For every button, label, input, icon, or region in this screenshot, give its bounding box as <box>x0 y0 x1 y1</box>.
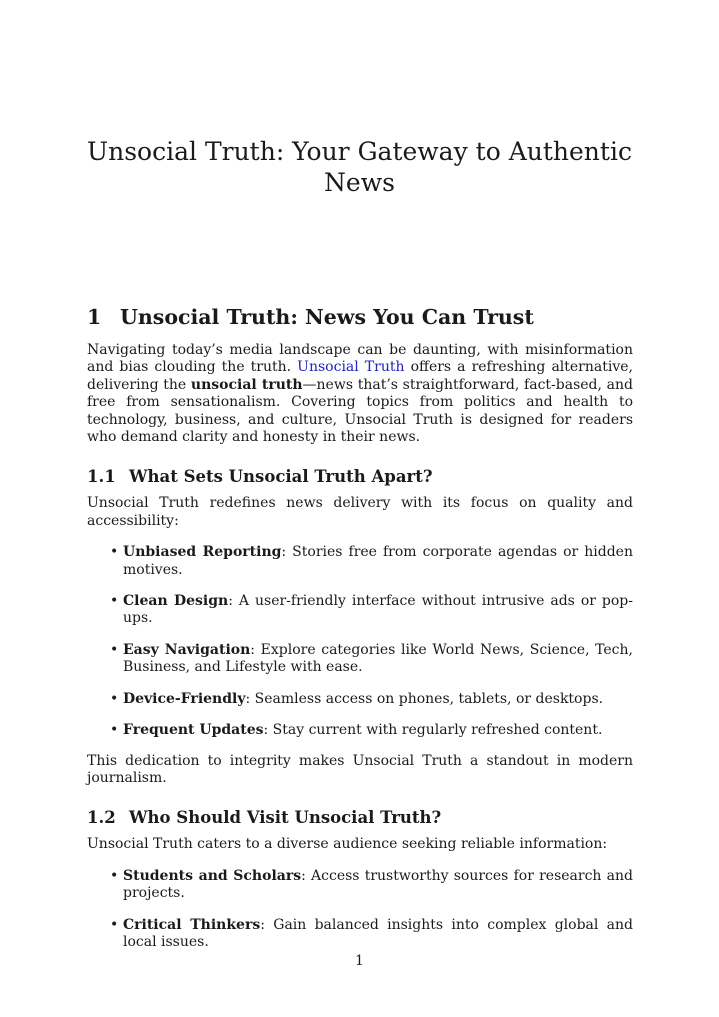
subsection-number: 1.2 <box>87 808 116 828</box>
list-item-term: Easy Navigation <box>123 641 251 658</box>
list-item-text: : Stay current with regularly refreshed content. <box>263 722 603 739</box>
list-item-text: : Seamless access on phones, tablets, or desktops. <box>245 690 604 707</box>
section-title: Unsocial Truth: News You Can Trust <box>120 305 534 329</box>
intro-paragraph <box>87 342 633 446</box>
list-item-term: Frequent Updates <box>123 722 264 739</box>
subsection-heading <box>87 807 633 829</box>
bullet-icon: • <box>110 593 119 610</box>
subsection-number: 1.1 <box>87 467 116 487</box>
bullet-icon: • <box>110 916 119 933</box>
subsection-intro: Unsocial Truth caters to a diverse audience seeking reliable information: <box>87 836 608 853</box>
list-item <box>110 691 633 708</box>
page-number: 1 <box>355 953 364 969</box>
list-item-term: Clean Design <box>123 593 229 610</box>
list-item-term: Unbiased Reporting <box>123 544 282 561</box>
list-item-term: Device-Friendly <box>123 690 246 707</box>
list-item <box>110 917 633 952</box>
list-item-text: : Explore categories like World News, Science, Tech, Business, and Lifestyle with ease. <box>123 641 633 676</box>
unsocial-truth-link[interactable]: Unsocial Truth <box>297 359 405 376</box>
paragraph-text: Navigating today’s media landscape can be daunting, with misinformation and bias clouding the truth. <box>87 342 633 376</box>
feature-list <box>87 544 633 739</box>
bullet-icon: • <box>110 722 119 739</box>
bullet-icon: • <box>110 544 119 561</box>
section-number: 1 <box>87 305 102 329</box>
document-title: Unsocial Truth: Your Gateway to Authentic News <box>87 137 632 197</box>
list-item-text: : Access trustworthy sources for research and projects. <box>123 867 633 902</box>
audience-list <box>87 868 633 952</box>
paragraph-text: offers a refreshing alternative, delivering the <box>87 359 633 393</box>
bullet-icon: • <box>110 641 119 658</box>
subsection-title: Who Should Visit Unsocial Truth? <box>129 808 442 828</box>
list-item-text: : A user-friendly interface without intrusive ads or pop-ups. <box>123 593 633 627</box>
list-item <box>110 544 633 579</box>
list-item-text: : Stories free from corporate agendas or hidden motives. <box>123 544 633 578</box>
list-item-term: Students and Scholars <box>123 867 302 884</box>
bullet-icon: • <box>110 690 119 707</box>
list-item <box>110 642 633 677</box>
list-item <box>110 593 633 628</box>
closing-paragraph: This dedication to integrity makes Unsocial Truth a standout in modern journalism. <box>87 752 633 786</box>
paragraph-text: —news that’s straightforward, fact-based, and free from sensationalism. Covering topics from politics and health to technology, business, and culture, Unsocial Truth is designed for readers who demand clarity and honesty in their news. <box>87 376 634 446</box>
list-item-text: : Gain balanced insights into complex global and local issues. <box>123 916 633 950</box>
subsection-heading <box>87 466 633 488</box>
bullet-icon: • <box>110 867 119 884</box>
document-body <box>87 303 633 965</box>
subsection-title: What Sets Unsocial Truth Apart? <box>129 467 433 487</box>
list-item <box>110 722 633 739</box>
bold-term: unsocial truth <box>190 376 303 393</box>
subsection-intro: Unsocial Truth redefines news delivery with its focus on quality and accessibility: <box>87 495 633 529</box>
list-item-term: Critical Thinkers <box>123 916 261 933</box>
section-heading <box>87 303 633 331</box>
list-item <box>110 868 633 903</box>
